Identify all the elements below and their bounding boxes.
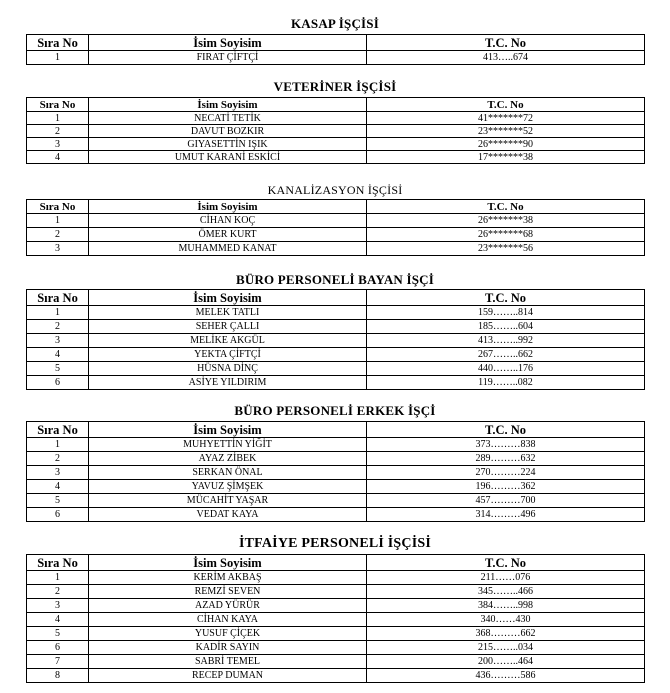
cell-sira-no: 4: [27, 613, 89, 627]
cell-sira-no: 5: [27, 494, 89, 508]
cell-isim-soyisim: SABRİ TEMEL: [89, 655, 367, 669]
table-row: [27, 320, 645, 334]
header-sira-no: Sıra No: [27, 200, 89, 214]
cell-sira-no: 3: [27, 334, 89, 348]
table-row: [27, 655, 645, 669]
cell-sira-no: 4: [27, 151, 89, 164]
cell-sira-no: 5: [27, 627, 89, 641]
table-header-row: [27, 555, 645, 571]
cell-tc-no: 384……..998: [367, 599, 645, 613]
table-row: [27, 362, 645, 376]
table-row: [27, 228, 645, 242]
cell-tc-no: 289………632: [367, 452, 645, 466]
cell-isim-soyisim: YEKTA ÇİFTÇİ: [89, 348, 367, 362]
cell-sira-no: 6: [27, 376, 89, 390]
table-row: [27, 348, 645, 362]
section-table: [26, 421, 645, 522]
section-veteriner: [26, 79, 644, 164]
section-table: [26, 199, 645, 256]
table-row: [27, 438, 645, 452]
header-sira-no: Sıra No: [27, 555, 89, 571]
cell-isim-soyisim: ÖMER KURT: [89, 228, 367, 242]
table-row: [27, 599, 645, 613]
cell-sira-no: 1: [27, 51, 89, 65]
cell-tc-no: 159……..814: [367, 306, 645, 320]
header-isim-soyisim: İsim Soyisim: [89, 98, 367, 112]
cell-sira-no: 1: [27, 438, 89, 452]
section-table: [26, 289, 645, 390]
cell-tc-no: 440……..176: [367, 362, 645, 376]
header-tc-no: T.C. No: [367, 200, 645, 214]
cell-sira-no: 3: [27, 466, 89, 480]
cell-isim-soyisim: SEHER ÇALLI: [89, 320, 367, 334]
header-isim-soyisim: İsim Soyisim: [89, 200, 367, 214]
cell-tc-no: 196………362: [367, 480, 645, 494]
header-isim-soyisim: İsim Soyisim: [89, 290, 367, 306]
section-itfaiye: [26, 536, 644, 683]
cell-tc-no: 215……..034: [367, 641, 645, 655]
cell-sira-no: 2: [27, 228, 89, 242]
table-row: [27, 494, 645, 508]
section-kasap: [26, 16, 644, 65]
cell-tc-no: 26*******90: [367, 138, 645, 151]
cell-sira-no: 2: [27, 320, 89, 334]
table-row: [27, 613, 645, 627]
cell-tc-no: 436………586: [367, 669, 645, 683]
table-row: [27, 334, 645, 348]
cell-tc-no: 26*******38: [367, 214, 645, 228]
cell-tc-no: 23*******56: [367, 242, 645, 256]
header-tc-no: T.C. No: [367, 422, 645, 438]
cell-isim-soyisim: VEDAT KAYA: [89, 508, 367, 522]
table-row: [27, 669, 645, 683]
cell-tc-no: 211……076: [367, 571, 645, 585]
section-title: BÜRO PERSONELİ BAYAN İŞÇİ: [235, 272, 434, 287]
cell-tc-no: 23*******52: [367, 125, 645, 138]
section-title: VETERİNER İŞÇİSİ: [273, 79, 397, 94]
cell-tc-no: 26*******68: [367, 228, 645, 242]
table-row: [27, 112, 645, 125]
cell-tc-no: 41*******72: [367, 112, 645, 125]
header-sira-no: Sıra No: [27, 98, 89, 112]
table-row: [27, 641, 645, 655]
section-buro-bayan: [26, 272, 644, 390]
table-header-row: [27, 422, 645, 438]
cell-isim-soyisim: MÜCAHİT YAŞAR: [89, 494, 367, 508]
cell-sira-no: 1: [27, 306, 89, 320]
cell-tc-no: 340……430: [367, 613, 645, 627]
cell-isim-soyisim: MELİKE AKGÜL: [89, 334, 367, 348]
table-row: [27, 242, 645, 256]
cell-tc-no: 345……..466: [367, 585, 645, 599]
table-row: [27, 571, 645, 585]
cell-isim-soyisim: AYAZ ZİBEK: [89, 452, 367, 466]
cell-sira-no: 2: [27, 585, 89, 599]
cell-isim-soyisim: GIYASETTİN IŞIK: [89, 138, 367, 151]
cell-tc-no: 373………838: [367, 438, 645, 452]
section-kanalizasyon: [26, 182, 644, 256]
header-isim-soyisim: İsim Soyisim: [89, 35, 367, 51]
cell-isim-soyisim: MELEK TATLI: [89, 306, 367, 320]
header-isim-soyisim: İsim Soyisim: [89, 422, 367, 438]
cell-sira-no: 2: [27, 125, 89, 138]
table-row: [27, 51, 645, 65]
cell-sira-no: 8: [27, 669, 89, 683]
table-row: [27, 585, 645, 599]
section-title: BÜRO PERSONELİ ERKEK İŞÇİ: [234, 403, 436, 418]
cell-isim-soyisim: DAVUT BOZKIR: [89, 125, 367, 138]
cell-isim-soyisim: NECATİ TETİK: [89, 112, 367, 125]
cell-sira-no: 6: [27, 641, 89, 655]
cell-isim-soyisim: CİHAN KAYA: [89, 613, 367, 627]
table-header-row: [27, 35, 645, 51]
cell-isim-soyisim: ASİYE YILDIRIM: [89, 376, 367, 390]
cell-isim-soyisim: CİHAN KOÇ: [89, 214, 367, 228]
cell-tc-no: 457………700: [367, 494, 645, 508]
cell-tc-no: 185……..604: [367, 320, 645, 334]
table-row: [27, 376, 645, 390]
cell-isim-soyisim: REMZİ SEVEN: [89, 585, 367, 599]
cell-tc-no: 368………662: [367, 627, 645, 641]
cell-isim-soyisim: KERİM AKBAŞ: [89, 571, 367, 585]
table-row: [27, 466, 645, 480]
cell-tc-no: 200……..464: [367, 655, 645, 669]
cell-sira-no: 7: [27, 655, 89, 669]
section-title: KANALİZASYON İŞÇİSİ: [267, 183, 403, 197]
table-row: [27, 214, 645, 228]
cell-tc-no: 119……..082: [367, 376, 645, 390]
cell-isim-soyisim: MUHYETTİN YİĞİT: [89, 438, 367, 452]
cell-sira-no: 3: [27, 599, 89, 613]
cell-isim-soyisim: HÜSNA DİNÇ: [89, 362, 367, 376]
cell-sira-no: 4: [27, 348, 89, 362]
cell-isim-soyisim: FIRAT ÇİFTÇİ: [89, 51, 367, 65]
table-row: [27, 627, 645, 641]
cell-sira-no: 1: [27, 214, 89, 228]
cell-tc-no: 267……..662: [367, 348, 645, 362]
cell-isim-soyisim: UMUT KARANİ ESKİCİ: [89, 151, 367, 164]
cell-isim-soyisim: MUHAMMED KANAT: [89, 242, 367, 256]
cell-tc-no: 413……..992: [367, 334, 645, 348]
cell-tc-no: 314………496: [367, 508, 645, 522]
cell-sira-no: 1: [27, 571, 89, 585]
section-table: [26, 97, 645, 164]
section-title: KASAP İŞÇİSİ: [290, 16, 380, 31]
header-sira-no: Sıra No: [27, 290, 89, 306]
cell-tc-no: 413…..674: [367, 51, 645, 65]
cell-sira-no: 5: [27, 362, 89, 376]
header-tc-no: T.C. No: [367, 555, 645, 571]
cell-tc-no: 17*******38: [367, 151, 645, 164]
table-row: [27, 508, 645, 522]
cell-isim-soyisim: AZAD YÜRÜR: [89, 599, 367, 613]
header-tc-no: T.C. No: [367, 290, 645, 306]
cell-sira-no: 3: [27, 138, 89, 151]
section-title: İTFAİYE PERSONELİ İŞÇİSİ: [238, 536, 432, 551]
header-tc-no: T.C. No: [367, 98, 645, 112]
table-row: [27, 138, 645, 151]
cell-sira-no: 4: [27, 480, 89, 494]
cell-sira-no: 2: [27, 452, 89, 466]
header-isim-soyisim: İsim Soyisim: [89, 555, 367, 571]
table-row: [27, 125, 645, 138]
table-row: [27, 452, 645, 466]
section-buro-erkek: [26, 403, 644, 522]
header-sira-no: Sıra No: [27, 35, 89, 51]
header-sira-no: Sıra No: [27, 422, 89, 438]
cell-sira-no: 6: [27, 508, 89, 522]
table-row: [27, 480, 645, 494]
header-tc-no: T.C. No: [367, 35, 645, 51]
cell-isim-soyisim: SERKAN ÖNAL: [89, 466, 367, 480]
cell-sira-no: 3: [27, 242, 89, 256]
cell-isim-soyisim: KADİR SAYIN: [89, 641, 367, 655]
table-row: [27, 151, 645, 164]
cell-isim-soyisim: YAVUZ ŞİMŞEK: [89, 480, 367, 494]
cell-isim-soyisim: YUSUF ÇİÇEK: [89, 627, 367, 641]
cell-tc-no: 270………224: [367, 466, 645, 480]
section-table: [26, 34, 645, 65]
table-header-row: [27, 290, 645, 306]
cell-isim-soyisim: RECEP DUMAN: [89, 669, 367, 683]
table-header-row: [27, 98, 645, 112]
section-table: [26, 554, 645, 683]
table-header-row: [27, 200, 645, 214]
table-row: [27, 306, 645, 320]
cell-sira-no: 1: [27, 112, 89, 125]
